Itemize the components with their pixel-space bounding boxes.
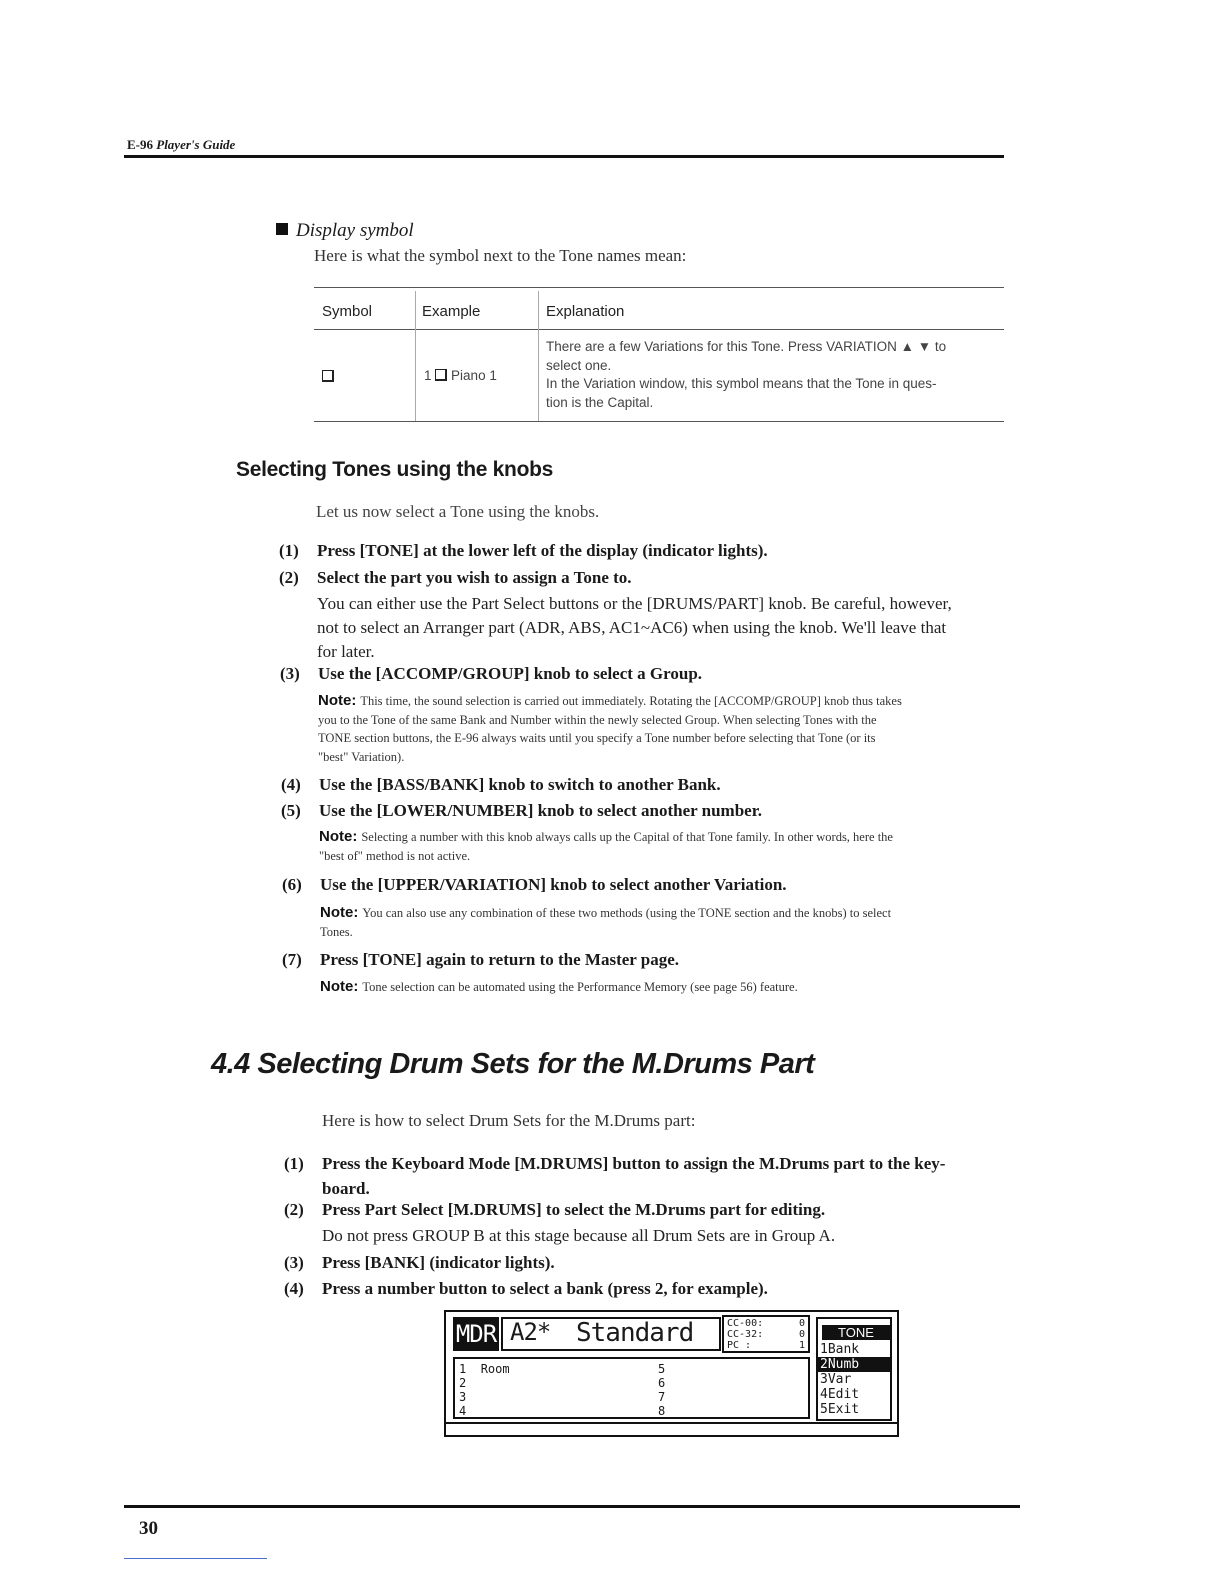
bullet-square-icon xyxy=(276,223,288,235)
symbol-table xyxy=(314,287,1004,423)
lcd-mode: MDR xyxy=(453,1317,499,1351)
example-cell: 1 Piano 1 xyxy=(424,368,497,383)
note-step-7: Note: Tone selection can be automated using the Performance Memory (see page 56) feature. xyxy=(320,978,798,995)
list-item: 7 xyxy=(658,1390,666,1404)
footer-rule xyxy=(124,1505,1020,1508)
list-item: 8 xyxy=(658,1404,666,1418)
list-item: 5 xyxy=(658,1362,666,1376)
page-number: 30 xyxy=(139,1518,158,1539)
step-4: (4) Use the [BASS/BANK] knob to switch to another Bank. xyxy=(281,775,721,794)
header-guide: Player's Guide xyxy=(156,137,236,152)
lcd-bottom-rule xyxy=(446,1422,897,1424)
table-header-explanation: Explanation xyxy=(546,303,625,320)
table-col-divider xyxy=(415,291,416,421)
explanation-cell: There are a few Variations for this Tone. Press VARIATION ▲ ▼ to select one. In the Variation window, this symbol means that the Tone in ques- tion is the Capital. xyxy=(546,339,947,410)
lcd-drum-set-name: Standard xyxy=(576,1318,694,1348)
display-symbol-heading: Display symbol xyxy=(276,220,414,242)
lcd-patch: A2* xyxy=(510,1318,551,1346)
lcd-display xyxy=(444,1310,899,1437)
drum-step-2-paragraph: Do not press GROUP B at this stage because all Drum Sets are in Group A. xyxy=(322,1226,836,1245)
step-3: (3) Use the [ACCOMP/GROUP] knob to select a Group. xyxy=(280,664,703,683)
lcd-menu-item: 3Var xyxy=(820,1372,852,1387)
list-item: 1 Room xyxy=(459,1362,510,1376)
section-intro: Here is how to select Drum Sets for the M.Drums part: xyxy=(322,1111,696,1130)
table-rule-top xyxy=(314,287,1004,288)
lcd-menu-item: 5Exit xyxy=(820,1402,860,1417)
lcd-menu-item: 4Edit xyxy=(820,1387,860,1402)
footer-accent-line xyxy=(124,1558,267,1559)
note-step-3: Note: This time, the sound selection is carried out immediately. Rotating the [ACCOMP/GROUP] knob thus takes you to the Tone of the same Bank and Number within the newly selected Group. When selecting Tones with the TONE section buttons, the E-96 always waits until you specify a Tone number before selecting that Tone (or its "best" Variation). xyxy=(318,692,902,764)
table-rule-header xyxy=(314,329,1004,330)
running-header xyxy=(127,137,235,153)
step-1: (1) Press [TONE] at the lower left of the display (indicator lights). xyxy=(279,541,768,560)
table-header-example: Example xyxy=(422,303,481,320)
list-item: 3 xyxy=(459,1390,467,1404)
drum-step-4: (4) Press a number button to select a bank (press 2, for example). xyxy=(284,1279,768,1298)
drum-step-1: (1) Press the Keyboard Mode [M.DRUMS] button to assign the M.Drums part to the key- board. xyxy=(284,1154,946,1198)
table-header-symbol: Symbol xyxy=(322,303,373,320)
drum-step-2: (2) Press Part Select [M.DRUMS] to select the M.Drums part for editing. xyxy=(284,1200,826,1219)
lcd-drum-set-list xyxy=(453,1357,810,1419)
table-col-divider xyxy=(538,291,539,421)
lcd-menu-item: 1Bank xyxy=(820,1342,860,1357)
list-item: 4 xyxy=(459,1404,467,1418)
list-item: 6 xyxy=(658,1376,666,1390)
step-6: (6) Use the [UPPER/VARIATION] knob to select another Variation. xyxy=(282,875,787,894)
step-7: (7) Press [TONE] again to return to the Master page. xyxy=(282,950,680,969)
note-step-5: Note: Selecting a number with this knob always calls up the Capital of that Tone family. In other words, here the "best of" method is not active. xyxy=(319,828,893,863)
list-item: 2 xyxy=(459,1376,467,1390)
header-brand: E-96 xyxy=(127,137,153,152)
lcd-tone-menu xyxy=(816,1317,892,1421)
lcd-menu-item-selected: 2Numb xyxy=(818,1357,890,1372)
step-2: (2) Select the part you wish to assign a Tone to. xyxy=(279,568,632,587)
note-step-6: Note: You can also use any combination of these two methods (using the TONE section and the knobs) to select Tones. xyxy=(320,904,892,939)
selecting-tones-intro: Let us now select a Tone using the knobs. xyxy=(316,502,600,521)
variation-box-icon xyxy=(322,369,334,384)
lcd-controller-values: CC-00: 0 CC-32: 0 PC : 1 xyxy=(722,1315,810,1353)
header-rule xyxy=(124,155,1004,158)
step-5: (5) Use the [LOWER/NUMBER] knob to select another number. xyxy=(281,801,762,820)
section-heading: 4.4 Selecting Drum Sets for the M.Drums Part xyxy=(211,1048,815,1080)
lcd-menu-title: TONE xyxy=(822,1325,890,1340)
variation-box-icon xyxy=(435,369,447,381)
selecting-tones-heading: Selecting Tones using the knobs xyxy=(236,458,554,481)
display-symbol-intro: Here is what the symbol next to the Tone names mean: xyxy=(314,246,687,265)
drum-step-3: (3) Press [BANK] (indicator lights). xyxy=(284,1253,555,1272)
table-rule-bottom xyxy=(314,421,1004,422)
step-2-paragraph: You can either use the Part Select buttons or the [DRUMS/PART] knob. Be careful, however, not to select an Arranger part (ADR, ABS, AC1~AC6) when using the knob. We'll leave that for later. xyxy=(317,594,952,661)
